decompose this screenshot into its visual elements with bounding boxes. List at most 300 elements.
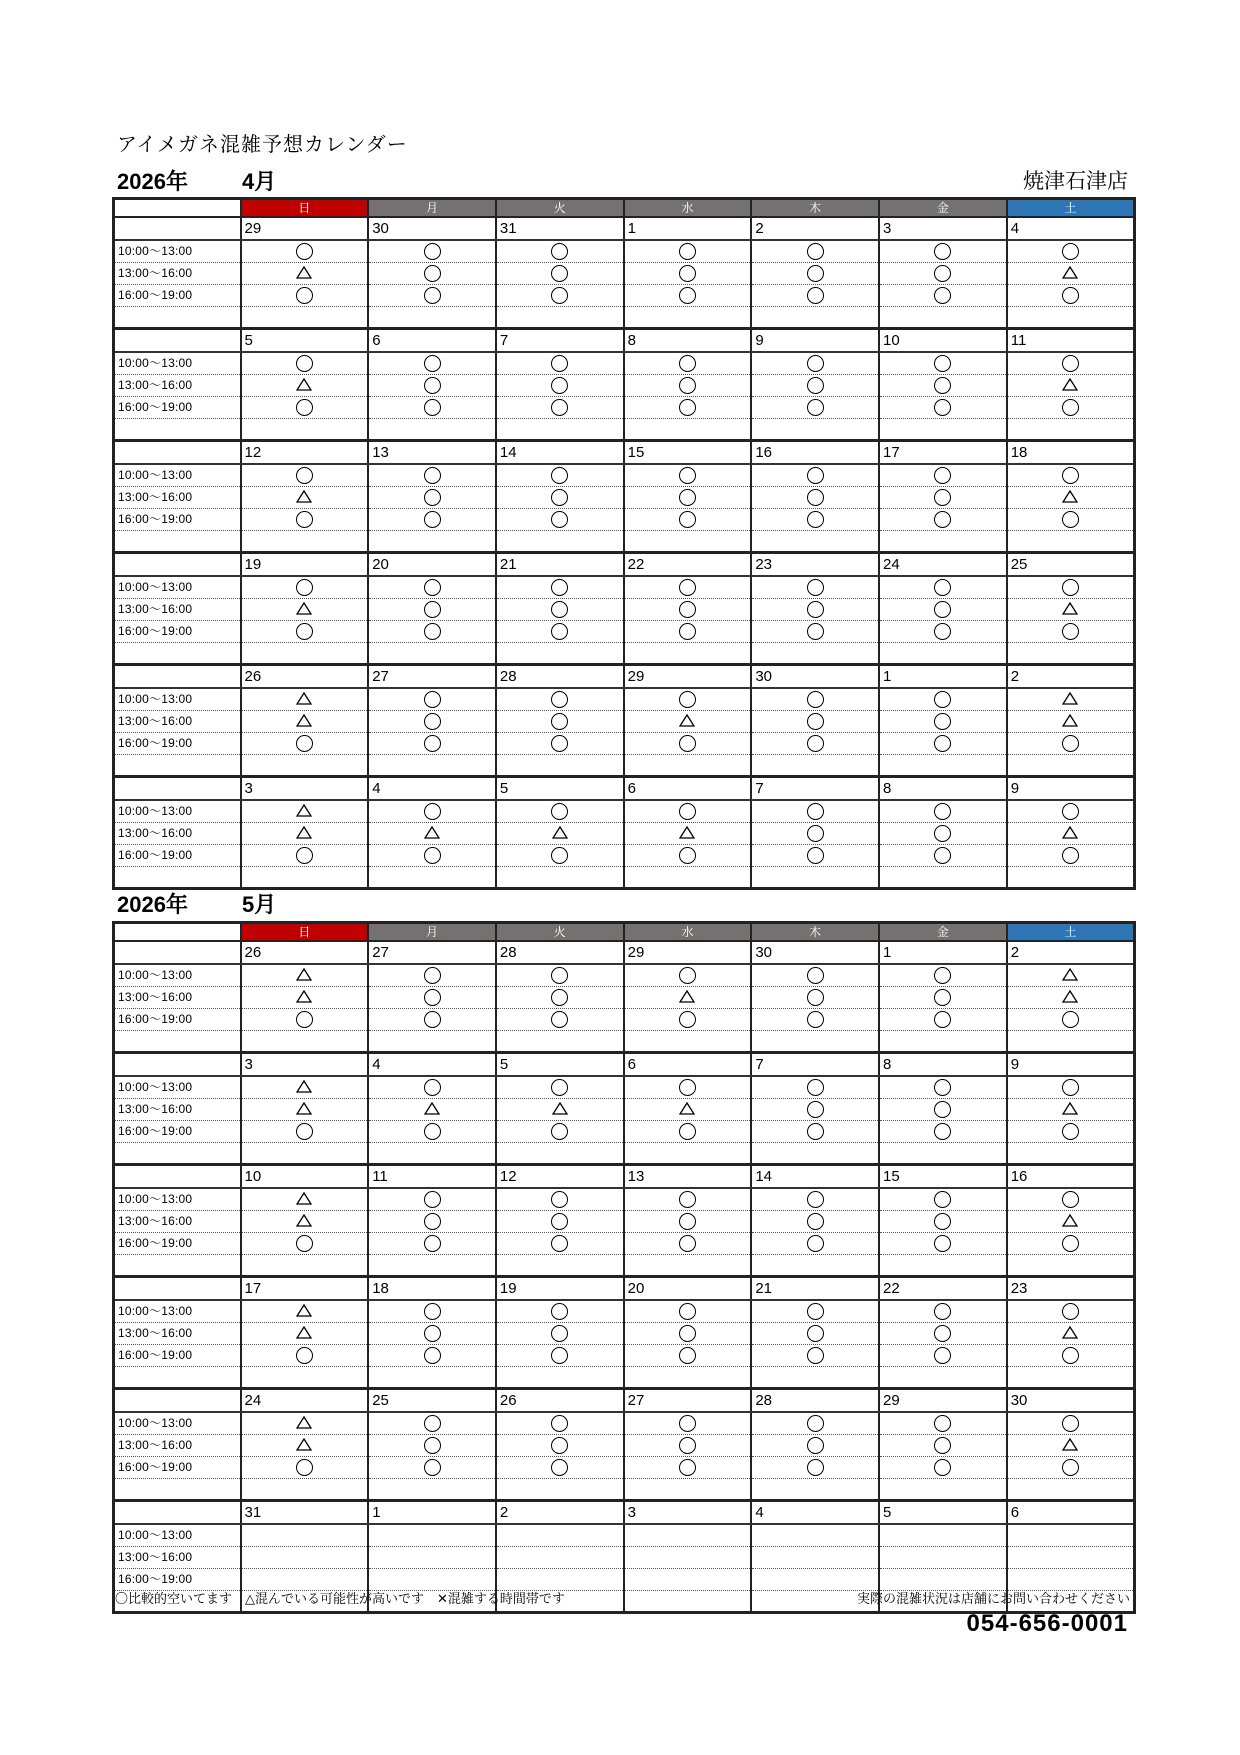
spacer-cell	[241, 1031, 369, 1053]
congestion-cell	[368, 263, 496, 285]
congestion-cell	[751, 1412, 879, 1435]
weekday-header-row	[114, 923, 1135, 942]
congestion-cell	[879, 1323, 1007, 1345]
congestion-cell	[751, 1121, 879, 1143]
congestion-cell	[241, 800, 369, 823]
circle-icon	[296, 287, 313, 304]
congestion-cell	[624, 1569, 752, 1591]
spacer-cell	[624, 643, 752, 665]
congestion-cell	[624, 845, 752, 867]
circle-icon	[551, 1325, 568, 1342]
congestion-cell	[1007, 964, 1135, 987]
circle-icon	[807, 1079, 824, 1096]
time-slot-label: 10:00〜13:00	[114, 1188, 241, 1211]
circle-icon	[1062, 287, 1079, 304]
congestion-cell	[879, 1076, 1007, 1099]
congestion-cell	[624, 464, 752, 487]
circle-icon	[679, 1079, 696, 1096]
date-cell: 6	[624, 777, 752, 801]
date-cell: 21	[496, 553, 624, 577]
circle-icon	[679, 1347, 696, 1364]
date-cell: 1	[879, 665, 1007, 689]
circle-icon	[551, 1303, 568, 1320]
congestion-cell	[1007, 464, 1135, 487]
congestion-cell	[496, 1233, 624, 1255]
date-cell: 7	[751, 1053, 879, 1077]
time-slot-label: 10:00〜13:00	[114, 240, 241, 263]
congestion-cell	[751, 509, 879, 531]
congestion-cell	[751, 375, 879, 397]
weekday-header: 金	[879, 199, 1007, 218]
circle-icon	[424, 623, 441, 640]
spacer-cell	[241, 1367, 369, 1389]
date-cell: 1	[624, 217, 752, 240]
spacer-cell	[751, 307, 879, 329]
spacer-cell	[368, 1479, 496, 1501]
circle-icon	[807, 243, 824, 260]
congestion-cell	[1007, 352, 1135, 375]
congestion-cell	[1007, 688, 1135, 711]
congestion-cell	[879, 800, 1007, 823]
congestion-cell	[1007, 263, 1135, 285]
congestion-cell	[624, 823, 752, 845]
date-cell: 5	[496, 777, 624, 801]
congestion-cell	[624, 964, 752, 987]
circle-icon	[679, 1303, 696, 1320]
congestion-cell	[241, 1188, 369, 1211]
congestion-cell	[241, 845, 369, 867]
congestion-cell	[368, 987, 496, 1009]
date-cell: 9	[751, 329, 879, 353]
circle-icon	[807, 1347, 824, 1364]
congestion-cell	[751, 352, 879, 375]
circle-icon	[679, 691, 696, 708]
congestion-cell	[496, 1435, 624, 1457]
spacer-cell	[496, 307, 624, 329]
congestion-cell	[879, 1412, 1007, 1435]
circle-icon	[807, 601, 824, 618]
month-label: 5月	[242, 892, 277, 917]
congestion-cell	[496, 823, 624, 845]
spacer-cell	[1007, 531, 1135, 553]
spacer-cell	[496, 867, 624, 889]
circle-icon	[679, 735, 696, 752]
circle-icon	[551, 691, 568, 708]
circle-icon	[679, 967, 696, 984]
congestion-cell	[496, 1009, 624, 1031]
circle-icon	[934, 1325, 951, 1342]
circle-icon	[934, 1303, 951, 1320]
congestion-cell	[241, 1412, 369, 1435]
congestion-cell	[368, 1099, 496, 1121]
circle-icon	[934, 1011, 951, 1028]
week-spacer-row	[114, 643, 1135, 665]
spacer-cell	[241, 755, 369, 777]
congestion-cell	[624, 1323, 752, 1345]
congestion-cell	[1007, 1457, 1135, 1479]
weekday-header: 月	[368, 199, 496, 218]
week-date-row	[114, 665, 1135, 689]
weekday-header: 土	[1007, 923, 1135, 942]
circle-icon	[424, 1235, 441, 1252]
circle-icon	[679, 287, 696, 304]
circle-icon	[296, 735, 313, 752]
spacer-cell	[1007, 643, 1135, 665]
congestion-cell	[751, 240, 879, 263]
date-cell: 23	[1007, 1277, 1135, 1301]
congestion-cell	[751, 711, 879, 733]
week-date-row	[114, 1277, 1135, 1301]
circle-icon	[551, 623, 568, 640]
date-cell: 10	[241, 1165, 369, 1189]
spacer-cell	[624, 1255, 752, 1277]
congestion-cell	[368, 733, 496, 755]
circle-icon	[424, 243, 441, 260]
circle-icon	[934, 713, 951, 730]
circle-icon	[1062, 1079, 1079, 1096]
circle-icon	[934, 287, 951, 304]
circle-icon	[551, 967, 568, 984]
spacer-cell	[368, 307, 496, 329]
calendar-table-april	[112, 197, 1136, 890]
circle-icon	[551, 713, 568, 730]
circle-icon	[424, 1191, 441, 1208]
circle-icon	[807, 489, 824, 506]
spacer-cell	[1007, 1143, 1135, 1165]
date-cell: 14	[751, 1165, 879, 1189]
circle-icon	[934, 735, 951, 752]
congestion-cell	[368, 1323, 496, 1345]
spacer-cell	[496, 1143, 624, 1165]
congestion-cell	[751, 1345, 879, 1367]
date-cell: 27	[624, 1389, 752, 1413]
circle-icon	[679, 1437, 696, 1454]
circle-icon	[296, 1347, 313, 1364]
circle-icon	[424, 399, 441, 416]
circle-icon	[424, 511, 441, 528]
circle-icon	[296, 847, 313, 864]
time-slot-row	[114, 375, 1135, 397]
congestion-cell	[496, 1345, 624, 1367]
week-spacer-row	[114, 531, 1135, 553]
circle-icon	[934, 825, 951, 842]
congestion-cell	[368, 487, 496, 509]
spacer-cell	[241, 531, 369, 553]
spacer-cell	[751, 1479, 879, 1501]
congestion-cell	[624, 599, 752, 621]
blank-label-cell	[114, 217, 241, 240]
circle-icon	[424, 265, 441, 282]
spacer-cell	[624, 531, 752, 553]
congestion-cell	[879, 1300, 1007, 1323]
circle-icon	[679, 1235, 696, 1252]
time-slot-row	[114, 987, 1135, 1009]
congestion-cell	[751, 1547, 879, 1569]
congestion-cell	[1007, 1099, 1135, 1121]
time-slot-label: 13:00〜16:00	[114, 375, 241, 397]
time-slot-label: 13:00〜16:00	[114, 1099, 241, 1121]
spacer-cell	[624, 755, 752, 777]
blank-label-cell	[114, 665, 241, 689]
weekday-header: 木	[751, 199, 879, 218]
circle-icon	[807, 735, 824, 752]
circle-icon	[807, 1437, 824, 1454]
circle-icon	[807, 967, 824, 984]
store-name: 焼津石津店	[1023, 169, 1128, 193]
congestion-cell	[368, 964, 496, 987]
weekday-header: 火	[496, 199, 624, 218]
week-date-row	[114, 1165, 1135, 1189]
date-cell: 15	[624, 441, 752, 465]
time-slot-label: 10:00〜13:00	[114, 688, 241, 711]
congestion-cell	[241, 263, 369, 285]
time-slot-label: 13:00〜16:00	[114, 263, 241, 285]
circle-icon	[1062, 1011, 1079, 1028]
congestion-cell	[496, 285, 624, 307]
congestion-cell	[751, 1435, 879, 1457]
spacer-cell	[114, 1255, 241, 1277]
congestion-cell	[241, 1435, 369, 1457]
header-corner	[114, 199, 241, 218]
congestion-cell	[368, 397, 496, 419]
weekday-header: 月	[368, 923, 496, 942]
circle-icon	[1062, 467, 1079, 484]
congestion-cell	[751, 397, 879, 419]
circle-icon	[551, 355, 568, 372]
date-cell: 2	[1007, 941, 1135, 964]
congestion-cell	[368, 1121, 496, 1143]
circle-icon	[551, 1415, 568, 1432]
congestion-cell	[241, 509, 369, 531]
congestion-cell	[624, 711, 752, 733]
circle-icon	[807, 467, 824, 484]
time-slot-label: 13:00〜16:00	[114, 1323, 241, 1345]
date-cell: 19	[241, 553, 369, 577]
week-date-row	[114, 1389, 1135, 1413]
congestion-cell	[879, 240, 1007, 263]
date-cell: 8	[879, 777, 1007, 801]
circle-icon	[1062, 847, 1079, 864]
date-cell: 21	[751, 1277, 879, 1301]
circle-icon	[679, 1459, 696, 1476]
circle-icon	[1062, 1235, 1079, 1252]
congestion-cell	[751, 1076, 879, 1099]
time-slot-row	[114, 733, 1135, 755]
congestion-cell	[241, 1345, 369, 1367]
circle-icon	[424, 691, 441, 708]
congestion-cell	[496, 464, 624, 487]
week-date-row	[114, 777, 1135, 801]
congestion-cell	[624, 1188, 752, 1211]
spacer-cell	[368, 1143, 496, 1165]
date-cell: 19	[496, 1277, 624, 1301]
date-cell: 20	[624, 1277, 752, 1301]
congestion-cell	[1007, 240, 1135, 263]
congestion-cell	[1007, 1323, 1135, 1345]
spacer-cell	[624, 867, 752, 889]
date-cell: 22	[624, 553, 752, 577]
circle-icon	[807, 1235, 824, 1252]
date-cell: 30	[751, 941, 879, 964]
time-slot-row	[114, 1121, 1135, 1143]
circle-icon	[296, 467, 313, 484]
date-cell: 31	[496, 217, 624, 240]
congestion-cell	[1007, 823, 1135, 845]
congestion-cell	[368, 599, 496, 621]
circle-icon	[934, 377, 951, 394]
week-date-row	[114, 441, 1135, 465]
congestion-cell	[751, 964, 879, 987]
circle-icon	[296, 355, 313, 372]
congestion-cell	[368, 464, 496, 487]
congestion-cell	[879, 487, 1007, 509]
congestion-cell	[879, 397, 1007, 419]
spacer-cell	[1007, 867, 1135, 889]
congestion-cell	[879, 285, 1007, 307]
date-cell: 31	[241, 1501, 369, 1525]
circle-icon	[934, 489, 951, 506]
congestion-cell	[496, 1188, 624, 1211]
time-slot-row	[114, 621, 1135, 643]
date-cell: 3	[624, 1501, 752, 1525]
week-spacer-row	[114, 1255, 1135, 1277]
blank-label-cell	[114, 777, 241, 801]
congestion-cell	[496, 733, 624, 755]
congestion-cell	[879, 509, 1007, 531]
circle-icon	[679, 623, 696, 640]
spacer-cell	[879, 1031, 1007, 1053]
date-cell: 6	[624, 1053, 752, 1077]
time-slot-label: 16:00〜19:00	[114, 397, 241, 419]
time-slot-row	[114, 1076, 1135, 1099]
time-slot-label: 10:00〜13:00	[114, 352, 241, 375]
circle-icon	[551, 265, 568, 282]
congestion-cell	[879, 688, 1007, 711]
congestion-cell	[624, 1345, 752, 1367]
congestion-cell	[368, 352, 496, 375]
congestion-cell	[496, 375, 624, 397]
congestion-cell	[879, 375, 1007, 397]
month-heading-may	[117, 888, 276, 919]
congestion-cell	[1007, 487, 1135, 509]
date-cell: 16	[1007, 1165, 1135, 1189]
congestion-cell	[368, 1188, 496, 1211]
congestion-cell	[879, 733, 1007, 755]
congestion-cell	[624, 397, 752, 419]
congestion-cell	[751, 800, 879, 823]
congestion-cell	[751, 1233, 879, 1255]
circle-icon	[934, 967, 951, 984]
circle-icon	[424, 967, 441, 984]
circle-icon	[551, 803, 568, 820]
congestion-cell	[368, 1435, 496, 1457]
time-slot-label: 16:00〜19:00	[114, 509, 241, 531]
time-slot-row	[114, 1300, 1135, 1323]
date-cell: 28	[751, 1389, 879, 1413]
circle-icon	[934, 847, 951, 864]
congestion-cell	[241, 1547, 369, 1569]
spacer-cell	[114, 419, 241, 441]
date-cell: 8	[624, 329, 752, 353]
date-cell: 3	[879, 217, 1007, 240]
congestion-cell	[241, 375, 369, 397]
circle-icon	[807, 355, 824, 372]
date-cell: 1	[368, 1501, 496, 1525]
circle-icon	[1062, 355, 1079, 372]
congestion-cell	[496, 1211, 624, 1233]
congestion-cell	[751, 733, 879, 755]
congestion-cell	[879, 964, 1007, 987]
circle-icon	[1062, 735, 1079, 752]
date-cell: 15	[879, 1165, 1007, 1189]
congestion-cell	[1007, 711, 1135, 733]
spacer-cell	[879, 643, 1007, 665]
date-cell: 18	[368, 1277, 496, 1301]
circle-icon	[296, 511, 313, 528]
time-slot-row	[114, 509, 1135, 531]
blank-label-cell	[114, 329, 241, 353]
circle-icon	[1062, 1347, 1079, 1364]
congestion-cell	[751, 576, 879, 599]
time-slot-label: 13:00〜16:00	[114, 823, 241, 845]
circle-icon	[807, 1303, 824, 1320]
blank-label-cell	[114, 553, 241, 577]
spacer-cell	[368, 1255, 496, 1277]
congestion-cell	[241, 688, 369, 711]
spacer-cell	[751, 1367, 879, 1389]
circle-icon	[296, 623, 313, 640]
spacer-cell	[879, 867, 1007, 889]
date-cell: 14	[496, 441, 624, 465]
congestion-cell	[496, 1323, 624, 1345]
spacer-cell	[879, 1143, 1007, 1165]
congestion-cell	[879, 823, 1007, 845]
circle-icon	[934, 1101, 951, 1118]
circle-icon	[679, 399, 696, 416]
congestion-cell	[368, 1009, 496, 1031]
date-cell: 4	[368, 1053, 496, 1077]
week-spacer-row	[114, 867, 1135, 889]
date-cell: 9	[1007, 1053, 1135, 1077]
circle-icon	[679, 803, 696, 820]
circle-icon	[551, 511, 568, 528]
spacer-cell	[751, 1143, 879, 1165]
circle-icon	[679, 1123, 696, 1140]
congestion-cell	[241, 240, 369, 263]
circle-icon	[551, 1079, 568, 1096]
spacer-cell	[368, 419, 496, 441]
congestion-cell	[368, 375, 496, 397]
spacer-cell	[751, 419, 879, 441]
time-slot-row	[114, 964, 1135, 987]
circle-icon	[934, 601, 951, 618]
congestion-cell	[241, 823, 369, 845]
time-slot-row	[114, 1435, 1135, 1457]
spacer-cell	[1007, 1255, 1135, 1277]
date-cell: 29	[241, 217, 369, 240]
spacer-cell	[624, 1143, 752, 1165]
blank-label-cell	[114, 1165, 241, 1189]
circle-icon	[424, 467, 441, 484]
circle-icon	[679, 601, 696, 618]
congestion-cell	[496, 263, 624, 285]
spacer-cell	[751, 1031, 879, 1053]
week-spacer-row	[114, 1143, 1135, 1165]
congestion-cell	[624, 240, 752, 263]
date-cell: 20	[368, 553, 496, 577]
time-slot-row	[114, 800, 1135, 823]
congestion-cell	[241, 1524, 369, 1547]
